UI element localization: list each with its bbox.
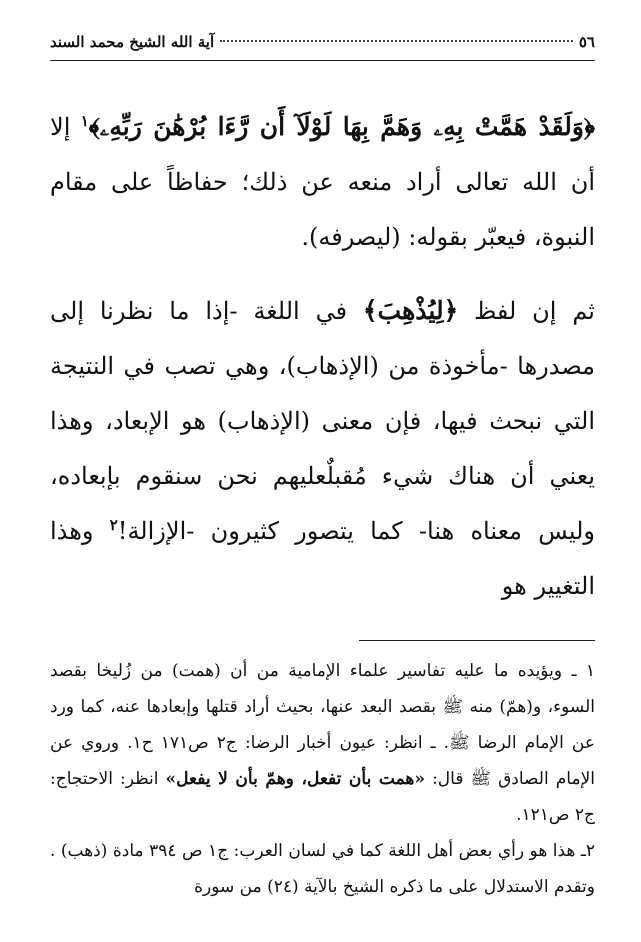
paragraph-2 bbox=[50, 283, 595, 614]
footnote-1-text: ١ ـ ويؤيده ما عليه تفاسير علماء الإمامية من أن (همت) من زُليخا بقصد السوء، و(همّ) منه ﷺ بقصد البعد عنها، بحيث أراد قتلها وإبعادها عنه، كما ورد عن الإمام الرضا ﷺ. ـ انظر: عيون أخبار الرضا: ج٢ ص١٧١ ح١. وروي عن الإمام الصادق ﷺ قال: bbox=[50, 661, 595, 789]
paragraph-2-text: في اللغة -إذا ما نظرنا إلى مصدرها -مأخوذة من (الإذهاب)، وهي تصب في النتيجة التي نبحث فيها، فإن معنى (الإذهاب) هو الإبعاد، وهذا يعني أن هناك شيء مُقبلٌعليهم نحن سنقوم بإبعاده، وليس معناه هنا- كما يتصور كثيرون -الإزالة! bbox=[50, 297, 595, 545]
footnotes bbox=[50, 653, 595, 905]
main-text bbox=[50, 99, 595, 614]
page-number: ٥٦ bbox=[578, 33, 595, 51]
header-dotted-leader bbox=[220, 39, 573, 42]
quran-word: ﴿لِيُذْهِبَ﴾ bbox=[362, 296, 459, 325]
running-title: آية الله الشيخ محمد السند bbox=[50, 33, 215, 51]
paragraph-2-tail: وهذا التغيير هو bbox=[50, 517, 595, 600]
footnote-ref-1: ١ bbox=[80, 112, 89, 130]
quran-verse: ﴿وَلَقَدْ هَمَّتْ بِهِۦ وَهَمَّ بِهَا لَوْلَآ أَن رَّءَا بُرْهَٰنَ رَبِّهِۦ﴾ bbox=[88, 112, 595, 141]
footnote-divider bbox=[359, 640, 595, 641]
page-header bbox=[50, 30, 595, 61]
footnote-1 bbox=[50, 653, 595, 833]
paragraph-2-lead: ثم إن لفظ bbox=[458, 297, 595, 325]
footnote-1-quote: «همت بأن تفعل، وهمّ بأن لا يفعل» bbox=[165, 769, 426, 789]
footnote-2: ٢ـ هذا هو رأي بعض أهل اللغة كما في لسان العرب: ج١ ص ٣٩٤ مادة (ذهب) . وتقدم الاستدلال على ما ذكره الشيخ بالآية (٢٤) من سورة bbox=[50, 841, 595, 897]
paragraph-1-text: إلا أن الله تعالى أراد منعه عن ذلك؛ حفاظاً على مقام النبوة، فيعبّر بقوله: (ليصرفه). bbox=[50, 113, 595, 251]
footnote-1-source: انظر: الاحتجاج: ج٢ ص١٢١. bbox=[50, 769, 595, 825]
paragraph-1 bbox=[50, 99, 595, 265]
footnote-ref-2: ٢ bbox=[109, 516, 118, 534]
